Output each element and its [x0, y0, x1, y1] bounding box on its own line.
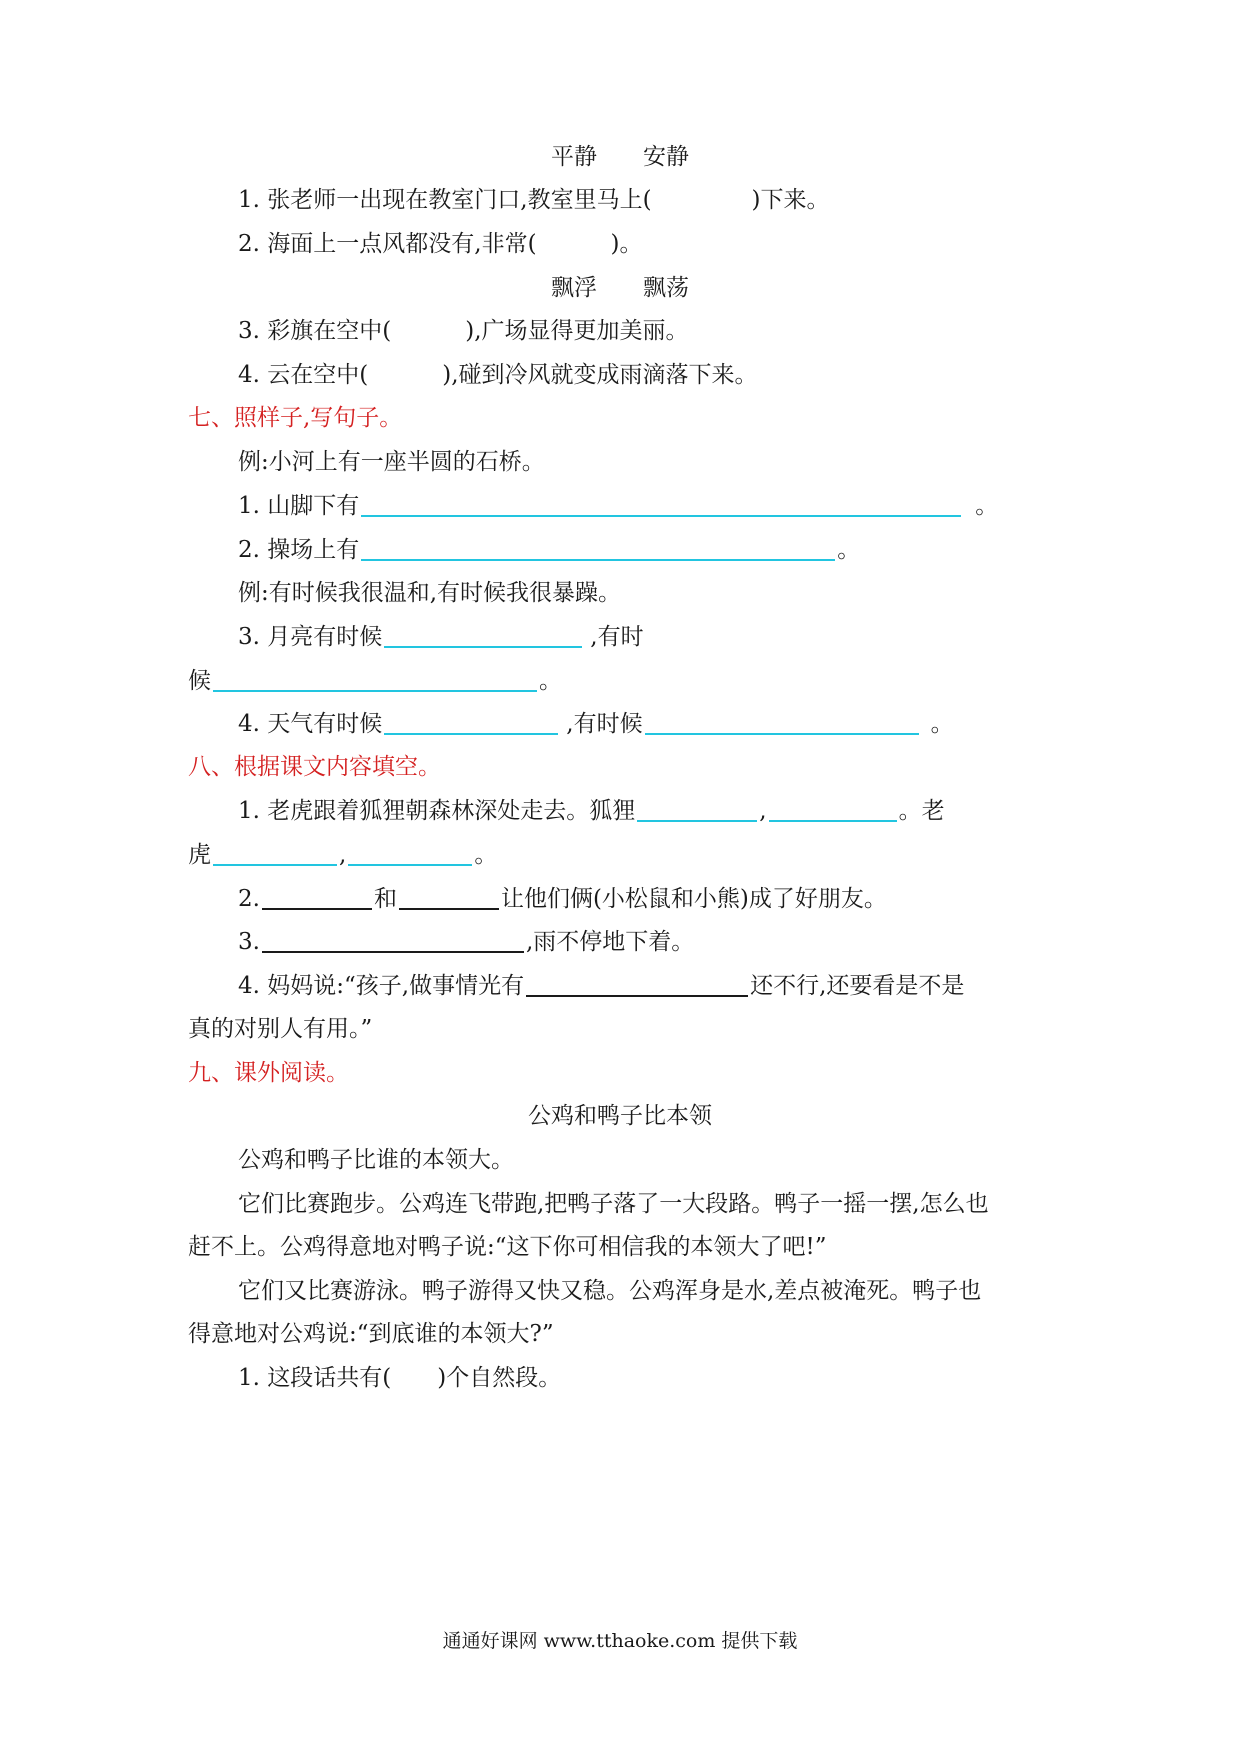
question-7-3: 3. 月亮有时候 ,有时	[238, 624, 644, 650]
answer-line[interactable]	[361, 515, 961, 517]
word-pair-2	[0, 273, 1240, 303]
reading-paragraph-3-cont: 得意地对公鸡说:“到底谁的本领大?”	[188, 1321, 554, 1347]
word-pair-1	[0, 142, 1240, 172]
question-7-2: 2. 操场上有 。	[238, 537, 861, 563]
question-7-3-cont: 候 。	[188, 668, 562, 694]
reading-paragraph-1: 公鸡和鸭子比谁的本领大。	[238, 1147, 514, 1173]
reading-paragraph-2-cont: 赶不上。公鸡得意地对鸭子说:“这下你可相信我的本领大了吧!”	[188, 1234, 827, 1260]
question-8-1-cont: 虎 , 。	[188, 842, 498, 868]
answer-line[interactable]	[645, 733, 919, 735]
question-8-1: 1. 老虎跟着狐狸朝森林深处走去。狐狸 , 。老	[238, 798, 945, 824]
page-footer: 通通好课网 www.tthaoke.com 提供下载	[442, 1630, 798, 1652]
word-option: 飘荡	[643, 275, 689, 301]
answer-line[interactable]	[262, 908, 372, 910]
answer-line[interactable]	[637, 820, 757, 822]
word-option: 飘浮	[551, 275, 597, 301]
answer-line[interactable]	[361, 559, 835, 561]
section-9-heading: 九、课外阅读。	[188, 1060, 349, 1086]
answer-line[interactable]	[348, 864, 472, 866]
section-7-heading: 七、照样子,写句子。	[188, 405, 403, 431]
word-option: 安静	[643, 144, 689, 170]
example-sentence: 例:小河上有一座半圆的石桥。	[238, 449, 545, 475]
word-option: 平静	[551, 144, 597, 170]
answer-line[interactable]	[384, 646, 582, 648]
answer-line[interactable]	[399, 908, 499, 910]
question-8-3: 3. ,雨不停地下着。	[238, 929, 695, 955]
question-8-4-cont: 真的对别人有用。”	[188, 1016, 373, 1042]
answer-line[interactable]	[262, 951, 524, 953]
question-6-1: 1. 张老师一出现在教室门口,教室里马上( )下来。	[238, 187, 830, 213]
answer-line[interactable]	[384, 733, 558, 735]
section-8-heading: 八、根据课文内容填空。	[188, 754, 441, 780]
question-9-1: 1. 这段话共有( )个自然段。	[238, 1365, 562, 1391]
question-8-2: 2. 和 让他们俩(小松鼠和小熊)成了好朋友。	[238, 886, 887, 912]
answer-line[interactable]	[213, 864, 337, 866]
reading-paragraph-2: 它们比赛跑步。公鸡连飞带跑,把鸭子落了一大段路。鸭子一摇一摆,怎么也	[238, 1191, 989, 1217]
answer-line[interactable]	[213, 690, 537, 692]
question-7-1: 1. 山脚下有 。	[238, 493, 999, 519]
question-6-4: 4. 云在空中( ),碰到冷风就变成雨滴落下来。	[238, 362, 758, 388]
question-6-3: 3. 彩旗在空中( ),广场显得更加美丽。	[238, 318, 689, 344]
question-7-4: 4. 天气有时候 ,有时候 。	[238, 711, 954, 737]
answer-line[interactable]	[769, 820, 897, 822]
reading-paragraph-3: 它们又比赛游泳。鸭子游得又快又稳。公鸡浑身是水,差点被淹死。鸭子也	[238, 1278, 982, 1304]
answer-line[interactable]	[526, 995, 748, 997]
question-8-4: 4. 妈妈说:“孩子,做事情光有 还不行,还要看是不是	[238, 973, 965, 999]
question-6-2: 2. 海面上一点风都没有,非常( )。	[238, 231, 643, 257]
reading-title: 公鸡和鸭子比本领	[528, 1103, 712, 1129]
example-sentence: 例:有时候我很温和,有时候我很暴躁。	[238, 580, 622, 606]
